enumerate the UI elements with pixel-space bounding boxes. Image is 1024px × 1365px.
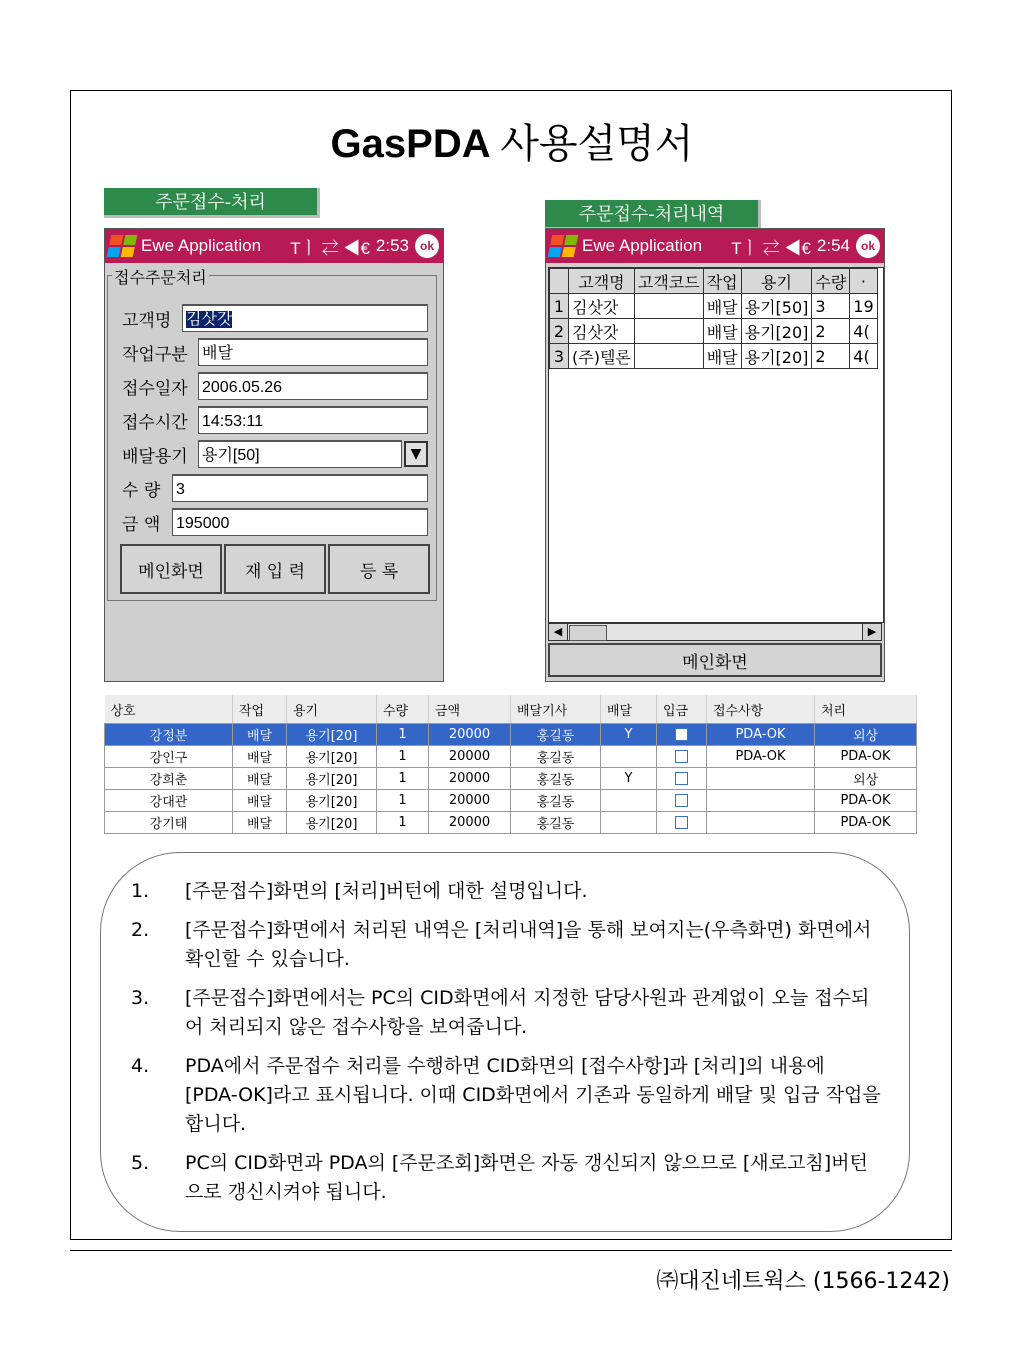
horizontal-scrollbar[interactable] [548,623,882,641]
notes-box [100,852,910,1232]
footer-divider [70,1250,952,1251]
field-amount: 금 액 195000 [122,508,428,536]
windows-start-icon[interactable] [107,235,138,257]
col-header[interactable]: 용기 [287,695,377,724]
col-header[interactable]: 수량 [377,695,429,724]
table-row[interactable]: 강인구 배달 용기[20] 1 20000 홍길동 PDA-OK PDA-OK [105,746,917,768]
grid-header[interactable]: 작업 [703,269,741,294]
table-row[interactable]: 강희춘 배달 용기[20] 1 20000 홍길동 Y 외상 [105,768,917,790]
note-item: 5. PC의 CID화면과 PDA의 [주문조회]화면은 자동 갱신되지 않으므로 [새로고침]버턴으로 갱신시켜야 됩니다. [131,1152,868,1203]
app-title: Ewe Application [582,236,703,255]
dropdown-arrow-icon[interactable]: ▼ [404,441,428,467]
col-header[interactable]: 배달기사 [511,695,601,724]
field-quantity: 수 량 3 [122,474,428,502]
col-header[interactable]: 작업 [233,695,287,724]
col-header[interactable]: 배달 [601,695,657,724]
status-icons: Tㅣ ⇄ ◀€ [290,238,370,258]
scroll-left-icon[interactable]: ◀ [549,624,568,640]
customer-input[interactable]: 김삿갓 [182,304,428,332]
reenter-button[interactable]: 재 입 력 [224,544,326,594]
ok-button[interactable]: ok [856,234,880,258]
payment-checkbox[interactable] [675,772,688,785]
grid-header[interactable]: 수량 [812,269,850,294]
payment-checkbox[interactable] [675,750,688,763]
grid-row[interactable]: 3 (주)텔론 배달 용기[20] 2 4( [550,344,878,369]
pda-titlebar [105,229,443,263]
receipt-date-input[interactable]: 2006.05.26 [198,372,428,400]
footer-company: ㈜대진네트웍스 (1566-1242) [656,1269,950,1294]
tag-order-history: 주문접수-처리내역 [545,200,761,230]
note-item: 2. [주문접수]화면에서 처리된 내역은 [처리내역]을 통해 보여지는(우측화면) 화면에서 확인할 수 있습니다. [131,919,872,970]
table-row[interactable]: 강정분 배달 용기[20] 1 20000 홍길동 Y PDA-OK 외상 [105,724,917,746]
note-item: 1. [주문접수]화면의 [처리]버턴에 대한 설명입니다. [131,880,588,902]
page-title: GasPDA 사용설명서 [330,121,694,167]
col-header[interactable]: 상호 [105,695,233,724]
scroll-right-icon[interactable]: ▶ [862,624,881,640]
grid-header[interactable]: · [850,269,877,294]
col-header[interactable]: 입금 [657,695,707,724]
field-container: 배달용기 용기[50] ▼ [122,440,428,468]
history-grid-area [548,267,884,623]
col-header[interactable]: 금액 [429,695,511,724]
note-item: 3. [주문접수]화면에서는 PC의 CID화면에서 지정한 담당사원과 관계없이 오늘 접수되어 처리되지 않은 접수사항을 보여줍니다. [131,987,870,1038]
payment-checkbox[interactable] [675,728,688,741]
main-screen-button[interactable]: 메인화면 [120,544,222,594]
clock: 2:54 [816,236,850,255]
grid-row[interactable]: 1 김삿갓 배달 용기[50] 3 19 [550,294,878,319]
pda-history-window [545,228,885,682]
grid-header[interactable]: 고객명 [569,269,635,294]
work-type-input[interactable]: 배달 [198,338,428,366]
ok-button[interactable]: ok [415,234,439,258]
windows-start-icon[interactable] [548,235,579,257]
container-select[interactable]: 용기[50] [198,440,402,468]
cid-order-table [104,695,917,834]
order-group [107,268,437,601]
group-label: 접수주문처리 [112,265,209,288]
grid-header[interactable]: 용기 [741,269,812,294]
grid-row[interactable]: 2 김삿갓 배달 용기[20] 2 4( [550,319,878,344]
main-screen-button[interactable]: 메인화면 [548,643,882,677]
receipt-time-input[interactable]: 14:53:11 [198,406,428,434]
amount-input[interactable]: 195000 [172,508,428,536]
payment-checkbox[interactable] [675,816,688,829]
field-work-type: 작업구분 배달 [122,338,428,366]
col-header[interactable]: 처리 [815,695,917,724]
scroll-thumb[interactable] [569,625,607,641]
register-button[interactable]: 등 록 [328,544,430,594]
payment-checkbox[interactable] [675,794,688,807]
pda-titlebar-right [546,229,884,263]
app-title: Ewe Application [141,236,262,255]
col-header[interactable]: 접수사항 [707,695,815,724]
pda-order-window [104,228,444,682]
note-item: 4. PDA에서 주문접수 처리를 수행하면 CID화면의 [접수사항]과 [처리]의 내용에 [PDA-OK]라고 표시됩니다. 이때 CID화면에서 기존과 동일하게 배달 및 입금 작업을 합니다. [131,1055,881,1135]
field-receipt-time: 접수시간 14:53:11 [122,406,428,434]
status-icons: Tㅣ ⇄ ◀€ [731,238,811,258]
quantity-input[interactable]: 3 [172,474,428,502]
field-receipt-date: 접수일자 2006.05.26 [122,372,428,400]
notes-list [131,877,881,1217]
table-row[interactable]: 강기태 배달 용기[20] 1 20000 홍길동 PDA-OK [105,812,917,834]
tag-order-process: 주문접수-처리 [104,188,320,218]
table-row[interactable]: 강대관 배달 용기[20] 1 20000 홍길동 PDA-OK [105,790,917,812]
field-customer: 고객명 김삿갓 [122,304,428,332]
history-grid [549,268,878,369]
grid-header[interactable]: 고객코드 [634,269,703,294]
clock: 2:53 [375,236,409,255]
